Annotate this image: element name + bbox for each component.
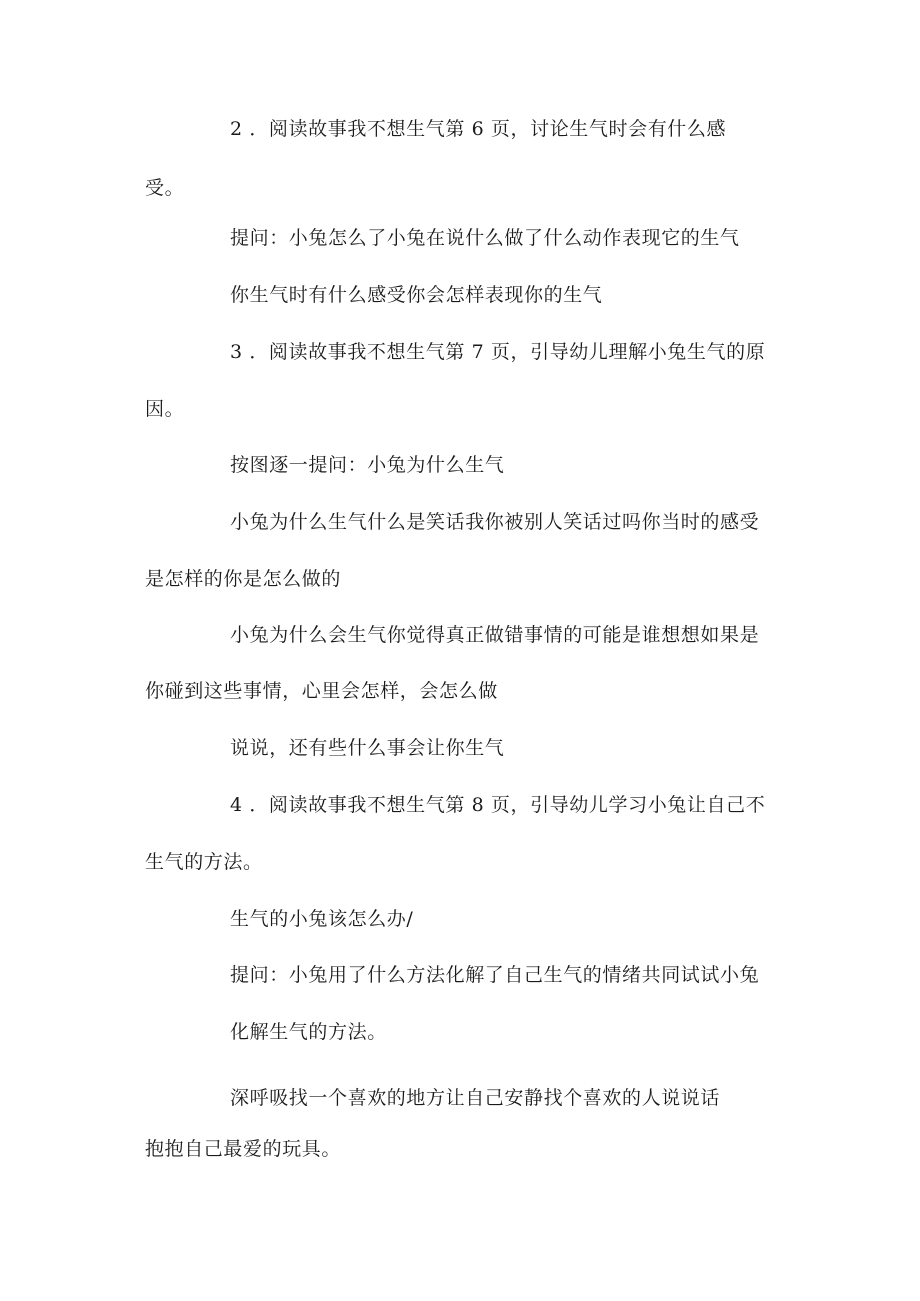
question-continuation: 是怎样的你是怎么做的	[145, 568, 342, 590]
question-continuation: 你碰到这些事情，心里会怎样，会怎么做	[145, 680, 498, 702]
step-2-heading-line: 2 ．阅读故事我不想生气第 6 页，讨论生气时会有什么感	[230, 118, 727, 140]
question-line: 按图逐一提问：小兔为什么生气	[230, 454, 505, 476]
question-line: 小兔为什么会生气你觉得真正做错事情的可能是谁想想如果是	[230, 624, 760, 646]
method-continuation: 抱抱自己最爱的玩具。	[145, 1138, 342, 1160]
method-line: 深呼吸找一个喜欢的地方让自己安静找个喜欢的人说说话	[230, 1087, 721, 1109]
step-3-heading-line: 3 ．阅读故事我不想生气第 7 页，引导幼儿理解小兔生气的原	[230, 341, 766, 363]
question-line: 说说，还有些什么事会让你生气	[230, 737, 505, 759]
question-line: 小兔为什么生气什么是笑话我你被别人笑话过吗你当时的感受	[230, 511, 760, 533]
step-4-heading-continuation: 生气的方法。	[145, 851, 263, 873]
question-line: 生气的小兔该怎么办/	[230, 908, 414, 930]
step-3-heading-continuation: 因。	[145, 398, 185, 420]
question-line: 提问：小兔用了什么方法化解了自己生气的情绪共同试试小兔	[230, 964, 760, 986]
question-line: 你生气时有什么感受你会怎样表现你的生气	[230, 284, 603, 306]
step-4-heading-line: 4 ．阅读故事我不想生气第 8 页，引导幼儿学习小兔让自己不	[230, 794, 766, 816]
question-continuation: 化解生气的方法。	[230, 1021, 387, 1043]
step-2-heading-continuation: 受。	[145, 177, 185, 199]
question-line: 提问：小兔怎么了小兔在说什么做了什么动作表现它的生气	[230, 227, 740, 249]
